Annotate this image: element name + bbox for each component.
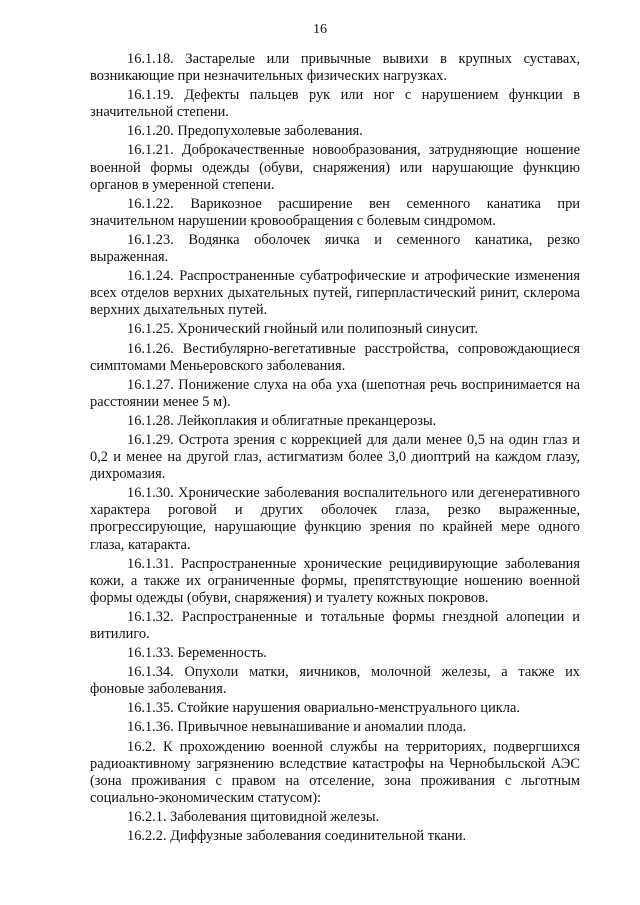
- paragraph-16-1-22: 16.1.22. Варикозное расширение вен семенного канатика при значительном нарушении кровообращения с болевым синдромом.: [90, 195, 580, 229]
- paragraph-16-1-31: 16.1.31. Распространенные хронические рецидивирующие заболевания кожи, а также их ограниченные формы, препятствующие ношению военной формы одежды (обуви, снаряжения) и туалету кожных покровов.: [90, 555, 580, 606]
- paragraph-16-1-18: 16.1.18. Застарелые или привычные вывихи в крупных суставах, возникающие при незначительных физических нагрузках.: [90, 51, 580, 85]
- paragraph-16-2-2: 16.2.2. Диффузные заболевания соединительной ткани.: [127, 828, 467, 845]
- paragraph-16-1-29: 16.1.29. Острота зрения с коррекцией для дали менее 0,5 на один глаз и 0,2 и менее на другой глаз, астигматизм более 3,0 диоптрий на каждом глазу, дихромазия.: [90, 431, 580, 483]
- paragraph-16-1-32: 16.1.32. Распространенные и тотальные формы гнездной алопеции и витилиго.: [90, 608, 580, 642]
- page-number: 16: [313, 22, 327, 37]
- paragraph-16-1-25: 16.1.25. Хронический гнойный или полипозный синусит.: [127, 321, 478, 338]
- paragraph-16-1-30: 16.1.30. Хронические заболевания воспалительного или дегенеративного характера роговой и других оболочек глаза, резко выраженные, прогрессирующие, нарушающие функцию зрения по крайней мере одного глаза, катаракта.: [90, 485, 580, 553]
- paragraph-16-2: 16.2. К прохождению военной службы на территориях, подвергшихся радиоактивному загрязнению вследствие катастрофы на Чернобыльской АЭС (зона проживания с правом на отселение, зона проживания с льготным социально-экономическим статусом):: [90, 738, 580, 806]
- paragraph-16-1-36: 16.1.36. Привычное невынашивание и аномалии плода.: [127, 719, 467, 736]
- paragraph-16-1-27: 16.1.27. Понижение слуха на оба уха (шепотная речь воспринимается на расстоянии менее 5 м).: [90, 376, 580, 410]
- document-body: [90, 51, 580, 847]
- paragraph-16-1-21: 16.1.21. Доброкачественные новообразования, затрудняющие ношение военной формы одежды (обуви, снаряжения) или нарушающие функцию органов в умеренной степени.: [90, 142, 580, 193]
- paragraph-16-1-24: 16.1.24. Распространенные субатрофические и атрофические изменения всех отделов верхних дыхательных путей, гиперпластический ринит, склерома верхних дыхательных путей.: [90, 268, 580, 319]
- paragraph-16-1-28: 16.1.28. Лейкоплакия и облигатные преканцерозы.: [127, 412, 437, 429]
- paragraph-16-2-1: 16.2.1. Заболевания щитовидной железы.: [127, 808, 380, 825]
- paragraph-16-1-23: 16.1.23. Водянка оболочек яичка и семенного канатика, резко выраженная.: [90, 231, 580, 266]
- paragraph-16-1-20: 16.1.20. Предопухолевые заболевания.: [127, 123, 363, 140]
- paragraph-16-1-19: 16.1.19. Дефекты пальцев рук или ног с нарушением функции в значительной степени.: [90, 87, 580, 121]
- paragraph-16-1-35: 16.1.35. Стойкие нарушения овариально-менструального цикла.: [127, 700, 520, 717]
- paragraph-16-1-34: 16.1.34. Опухоли матки, яичников, молочной железы, а также их фоновые заболевания.: [90, 664, 580, 698]
- paragraph-16-1-33: 16.1.33. Беременность.: [127, 645, 267, 662]
- paragraph-16-1-26: 16.1.26. Вестибулярно-вегетативные расстройства, сопровождающиеся симптомами Меньеровского заболевания.: [90, 340, 580, 374]
